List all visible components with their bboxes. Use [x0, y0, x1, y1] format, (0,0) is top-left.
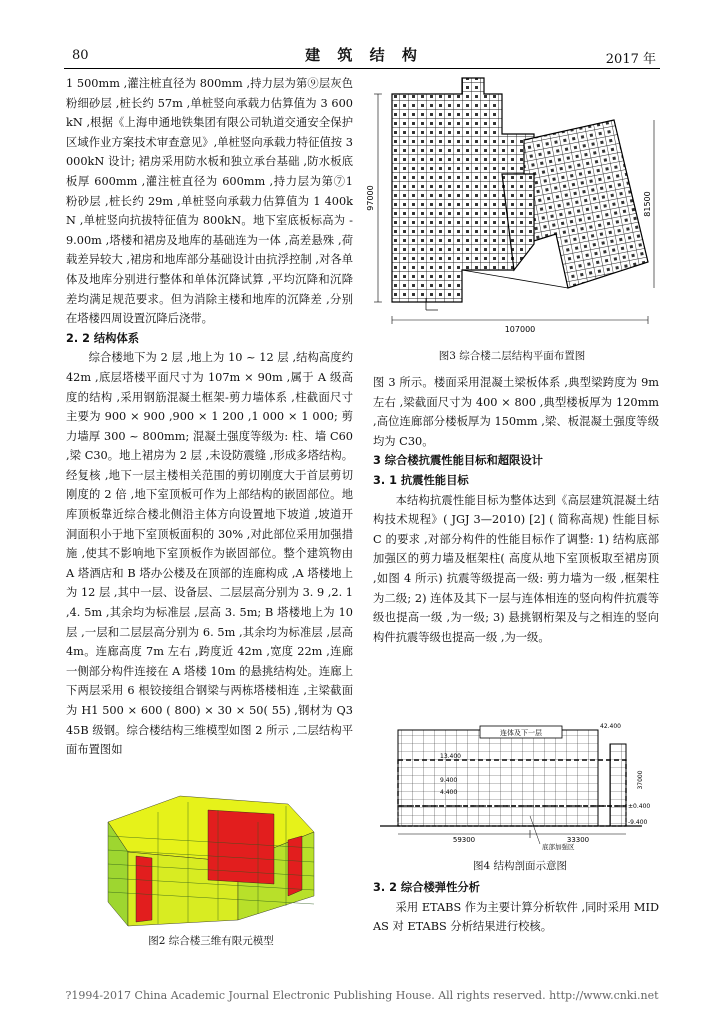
- figure-2-model: [88, 792, 334, 930]
- right-column-lower: [373, 878, 659, 937]
- right-paragraph-1: 图 3 所示。楼面采用混凝土梁板体系 ,典型梁跨度为 9m 左右 ,梁截面尺寸为 400 × 800 ,典型楼板厚为 120mm ,高位连廊部分楼板厚为 150mm ,梁、板混凝土强度等级均为 C30。: [373, 376, 659, 448]
- fig4-dim-left: 59300: [452, 836, 476, 844]
- header-rule: [64, 68, 660, 69]
- journal-title: 建 筑 结 构: [305, 46, 423, 64]
- left-paragraph-2: 综合楼地下为 2 层 ,地上为 10 ~ 12 层 ,结构高度约 42m ,底层塔楼平面尺寸为 107m × 90m ,属于 A 级高度的结构 ,采用钢筋混凝土框架-剪力墙体系 ,柱截面尺寸主要为 900 × 900 ,900 × 1 200 ,1 000 × 1 000; 剪力墙厚 300 ~ 800mm; 混凝土强度等级为: 柱、墙 C60 ,梁 C30。地上裙房为 2 层 ,未设防震缝 ,形成多塔结构。经复核 ,地下一层主楼相关范围的剪切刚度大于首层剪切刚度的 2 倍 ,地下室顶板可作为上部结构的嵌固部位。地库顶板靠近综合楼北侧沿主体方向设置地下坡道 ,坡道开洞面积小于地下室顶板面积的 30% ,对此部位采用加强措施 ,使其不影响地下室顶板作为嵌固部位。整个建筑物由 A 塔酒店和 B 塔办公楼及在顶部的连廊构成 ,A 塔楼地上为 12 层 ,其中一层、设备层、二层层高分别为 3. 9 ,2. 1 ,4. 5m ,其余均为标准层 ,层高 3. 5m; B 塔楼地上为 10 层 ,一层和二层层高分别为 6. 5m ,其余均为标准层 ,层高 4m。连廊高度 7m 左右 ,跨度近 42m ,宽度 22m ,连廊一侧部分构件连接在 A 塔楼 10m 的悬挑结构处。连廊上下两层采用 6 根铰接组合钢梁与两栋塔楼相连 ,主梁截面为 H1 500 × 600 ( 800) × 30 × 50( 55) ,钢材为 Q345B 级钢。综合楼结构三维模型如图 2 所示 ,二层结构平面布置图如: [66, 351, 353, 757]
- section-3-1-heading: 3. 1 抗震性能目标: [373, 473, 469, 487]
- section-3-2-heading: 3. 2 综合楼弹性分析: [373, 881, 480, 894]
- copyright-footer: ?1994-2017 China Academic Journal Electronic Publishing House. All rights reserved. http://www.cnki.net: [65, 989, 659, 1002]
- floor-plan-graphic: [364, 74, 660, 342]
- fig4-dim-right: 33300: [566, 836, 590, 844]
- fig3-dim-bottom: 107000: [504, 325, 536, 334]
- fig4-elev-low1: 9.400: [440, 777, 458, 784]
- figure-4-caption: 图4 结构剖面示意图: [472, 860, 568, 872]
- page-number: 80: [72, 48, 89, 63]
- page-header: [72, 44, 656, 68]
- fig3-dim-right: 81500: [643, 191, 652, 217]
- figure-4-section: [380, 720, 660, 850]
- fig4-label-top: 连体及下一层: [500, 729, 542, 737]
- right-paragraph-3: 采用 ETABS 作为主要计算分析软件 ,同时采用 MIDAS 对 ETABS 分析结果进行校核。: [373, 900, 659, 934]
- figure-3-caption: 图3 综合楼二层结构平面布置图: [438, 350, 586, 362]
- fig4-elev-bottom: -9.400: [628, 819, 648, 826]
- right-column: [373, 373, 659, 647]
- left-paragraph-1: 1 500mm ,灌注桩直径为 800mm ,持力层为第⑨层灰色粉细砂层 ,桩长约 57m ,单桩竖向承载力估算值为 3 600kN ,根据《上海申通地铁集团有限公司轨道交通安全保护区域作业方案技术审查意见》,单桩竖向承载力特征值按 3 000kN 设计; 裙房采用防水板和独立承台基础 ,防水板底板厚 600mm ,灌注桩直径为 600mm ,持力层为第⑦1 粉砂层 ,桩长约 29m ,单桩竖向承载力估算值为 1 400kN ,单桩竖向抗拔特征值为 800kN。地下室底板标高为 - 9.00m ,塔楼和裙房及地库的基础连为一体 ,高差悬殊 ,荷载差异较大 ,裙房和地库部分基础设计由抗浮控制 ,对各单体及地库分别进行整体和单体沉降试算 ,平均沉降和沉降差均满足规范要求。但为消除主楼和地库的沉降差 ,分别在塔楼四周设置沉降后浇带。: [66, 77, 353, 326]
- left-column: [66, 74, 353, 760]
- fig4-label-bottom: 底部加强区: [542, 843, 575, 850]
- fig3-dim-left: 97000: [366, 185, 375, 211]
- 3d-model-graphic: [88, 792, 334, 930]
- right-paragraph-2: 本结构抗震性能目标为整体达到《高层建筑混凝土结构技术规程》( JGJ 3—2010) [2] ( 简称高规) 性能目标 C 的要求 ,对部分构件的性能目标作了调整: 1) 结构底部加强区的剪力墙及框架柱( 高度从地下室顶板取至裙房顶 ,如图 4 所示) 抗震等级提高一级: 剪力墙为一级 ,框架柱为二级; 2) 连体及其下一层与连体相连的竖向构件抗震等级也提高一级 ,为一级; 3) 悬挑钢桁架及与之相连的竖向构件抗震等级也提高一级 ,为一级。: [373, 493, 659, 644]
- figure-3-plan: [364, 74, 660, 342]
- journal-year: 2017 年: [605, 52, 656, 67]
- section-graphic: [380, 720, 660, 850]
- fig4-elev-low2: 4.400: [440, 789, 458, 796]
- section-2-2-heading: 2. 2 结构体系: [66, 331, 140, 345]
- figure-2-caption: 图2 综合楼三维有限元模型: [148, 935, 274, 947]
- fig4-side-dim: 37000: [637, 770, 644, 790]
- section-3-heading: 3 综合楼抗震性能目标和超限设计: [373, 454, 543, 468]
- fig4-elev-right: ±0.400: [628, 803, 651, 810]
- fig4-elev-mid: 13.400: [440, 753, 461, 760]
- fig4-elev-top: 42.400: [600, 723, 621, 730]
